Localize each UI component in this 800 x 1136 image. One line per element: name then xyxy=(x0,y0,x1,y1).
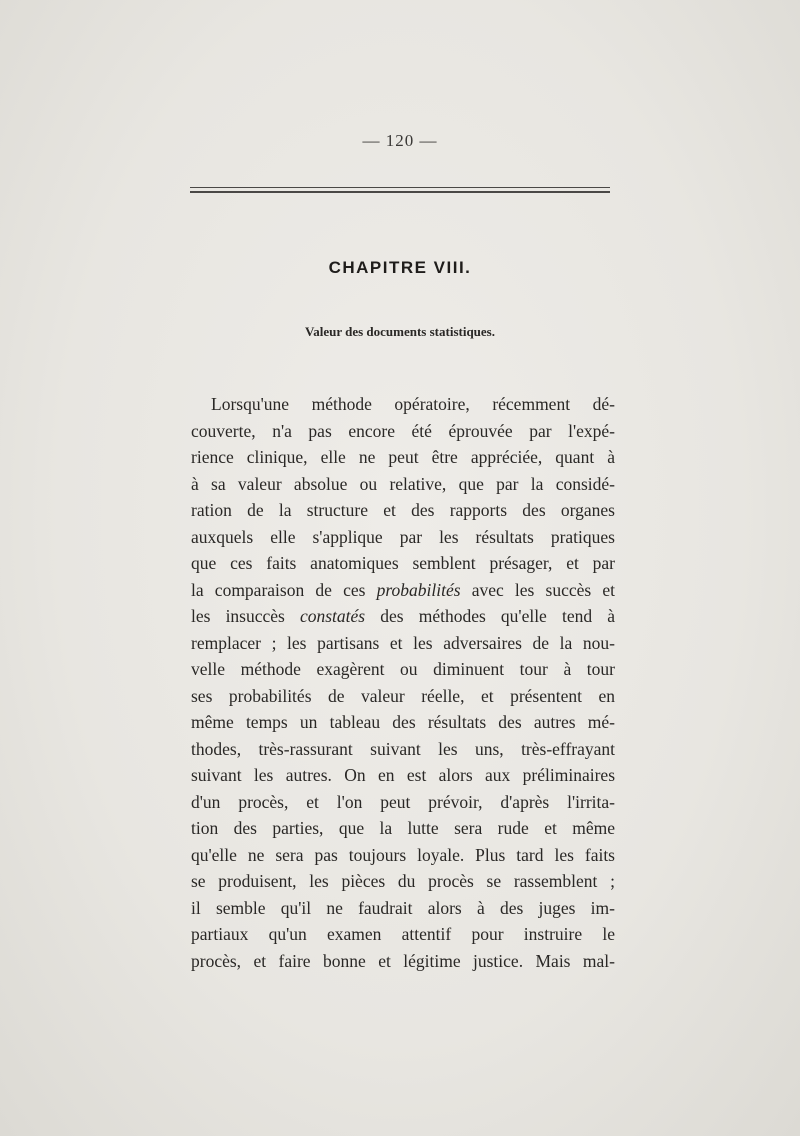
text-line: velle méthode exagèrent ou diminuent tour à tour xyxy=(191,659,615,679)
text-line: auxquels elle s'applique par les résultats pratiques xyxy=(191,526,615,547)
text-line: procès, et faire bonne et légitime justice. Mais mal- xyxy=(191,950,615,971)
text-line: couverte, n'a pas encore été éprouvée par l'expé- xyxy=(191,420,615,441)
text-line: les insuccès constatés des méthodes qu'elle tend à xyxy=(191,606,615,626)
header-rule-thick xyxy=(190,191,610,193)
text-line: remplacer ; les partisans et les adversaires de la nou- xyxy=(191,632,615,653)
chapter-subtitle: Valeur des documents statistiques. xyxy=(305,324,495,339)
text-line: suivant les autres. On en est alors aux préliminaires xyxy=(191,765,615,785)
chapter-title: CHAPITRE VIII. xyxy=(328,258,472,277)
text-line: partiaux qu'un examen attentif pour instruire le xyxy=(191,924,615,944)
text-line: à sa valeur absolue ou relative, que par la considé- xyxy=(191,473,615,494)
text-line: rience clinique, elle ne peut être appréciée, quant à xyxy=(191,447,615,467)
text-line: que ces faits anatomiques semblent présager, et par xyxy=(191,553,615,573)
text-line: se produisent, les pièces du procès se rassemblent ; xyxy=(191,871,615,891)
text-line: ses probabilités de valeur réelle, et présentent en xyxy=(191,685,615,706)
text-line: qu'elle ne sera pas toujours loyale. Plus tard les faits xyxy=(191,844,615,865)
header-rule-thin xyxy=(190,187,610,188)
body-text xyxy=(191,391,615,974)
text-line: ration de la structure et des rapports des organes xyxy=(191,500,615,520)
text-line: d'un procès, et l'on peut prévoir, d'après l'irrita- xyxy=(191,791,615,812)
text-line: tion des parties, que la lutte sera rude et même xyxy=(191,818,615,838)
text-line: la comparaison de ces probabilités avec les succès et xyxy=(191,579,616,600)
text-line: même temps un tableau des résultats des autres mé- xyxy=(191,712,615,732)
text-line: Lorsqu'une méthode opératoire, récemment dé- xyxy=(211,394,615,414)
text-line: thodes, très-rassurant suivant les uns, très-effrayant xyxy=(191,738,615,759)
text-line: il semble qu'il ne faudrait alors à des juges im- xyxy=(191,897,615,918)
page-number: — 120 — xyxy=(362,131,438,150)
